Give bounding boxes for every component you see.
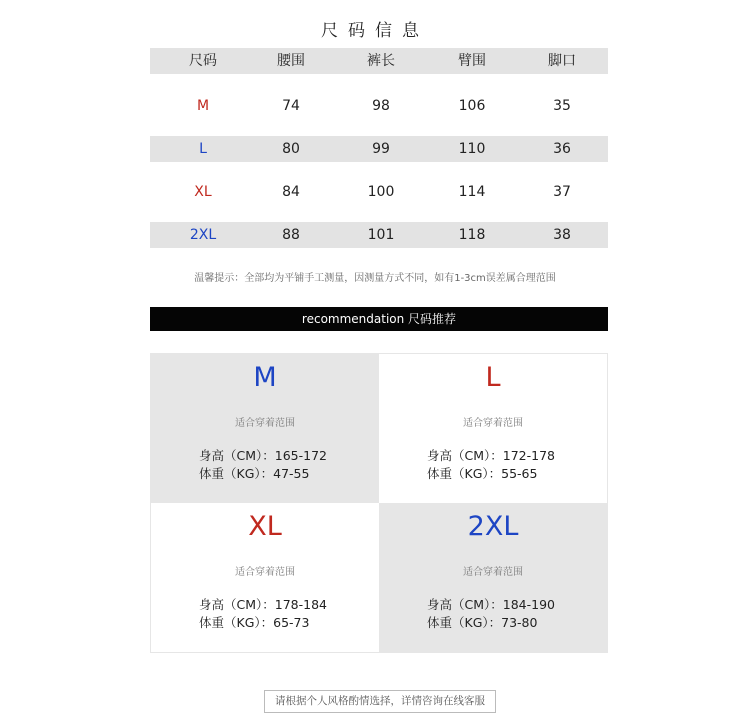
page-title: 尺码信息: [321, 21, 429, 41]
length-cell: 99: [372, 141, 390, 157]
height-range: 身高（CM）：172-178: [427, 448, 555, 463]
header-waist: 腰围: [277, 53, 305, 69]
fit-range-label: 适合穿着范围: [235, 418, 295, 429]
length-cell: 98: [372, 98, 390, 114]
size-cell: L: [199, 141, 207, 157]
header-arm: 臂围: [458, 53, 486, 69]
weight-range: 体重（KG）：65-73: [199, 615, 310, 630]
arm-cell: 106: [458, 98, 486, 114]
waist-cell: 74: [282, 98, 300, 114]
size-cell: XL: [194, 184, 212, 200]
size-cell: 2XL: [189, 227, 217, 243]
recommendation-bar: recommendation 尺码推荐: [150, 307, 608, 331]
weight-range: 体重（KG）：73-80: [427, 615, 538, 630]
waist-cell: 88: [282, 227, 300, 243]
recommendation-grid: [150, 353, 608, 653]
length-cell: 101: [367, 227, 395, 243]
card-size-label: L: [485, 362, 501, 393]
table-row: [150, 222, 608, 248]
height-range: 身高（CM）：178-184: [199, 597, 327, 612]
table-row: [150, 136, 608, 162]
weight-range: 体重（KG）：55-65: [427, 466, 538, 481]
waist-cell: 84: [282, 184, 300, 200]
card-size-label: XL: [248, 511, 282, 542]
customer-service-note: 请根据个人风格酌情选择，详情咨询在线客服: [264, 690, 496, 713]
header-length: 裤长: [367, 53, 395, 69]
arm-cell: 114: [458, 184, 486, 200]
header-size: 尺码: [189, 53, 217, 69]
header-hem: 脚口: [548, 53, 576, 69]
measurement-tip: 温馨提示：全部均为平铺手工测量，因测量方式不同，如有1-3cm误差属合理范围: [194, 273, 556, 284]
weight-range: 体重（KG）：47-55: [199, 466, 310, 481]
table-row: [150, 93, 608, 119]
length-cell: 100: [367, 184, 395, 200]
table-header-row: [150, 48, 608, 74]
arm-cell: 110: [458, 141, 486, 157]
card-size-label: 2XL: [467, 511, 519, 542]
fit-range-label: 适合穿着范围: [235, 567, 295, 578]
size-card-m: [151, 354, 379, 503]
size-cell: M: [196, 98, 210, 114]
table-row: [150, 179, 608, 205]
fit-range-label: 适合穿着范围: [463, 567, 523, 578]
waist-cell: 80: [282, 141, 300, 157]
size-card-2xl: [379, 503, 607, 652]
height-range: 身高（CM）：184-190: [427, 597, 555, 612]
hem-cell: 37: [553, 184, 571, 200]
size-card-xl: [151, 503, 379, 652]
size-card-l: [379, 354, 607, 503]
card-size-label: M: [253, 362, 277, 393]
height-range: 身高（CM）：165-172: [199, 448, 327, 463]
fit-range-label: 适合穿着范围: [463, 418, 523, 429]
hem-cell: 36: [553, 141, 571, 157]
hem-cell: 38: [553, 227, 571, 243]
arm-cell: 118: [458, 227, 486, 243]
hem-cell: 35: [553, 98, 571, 114]
